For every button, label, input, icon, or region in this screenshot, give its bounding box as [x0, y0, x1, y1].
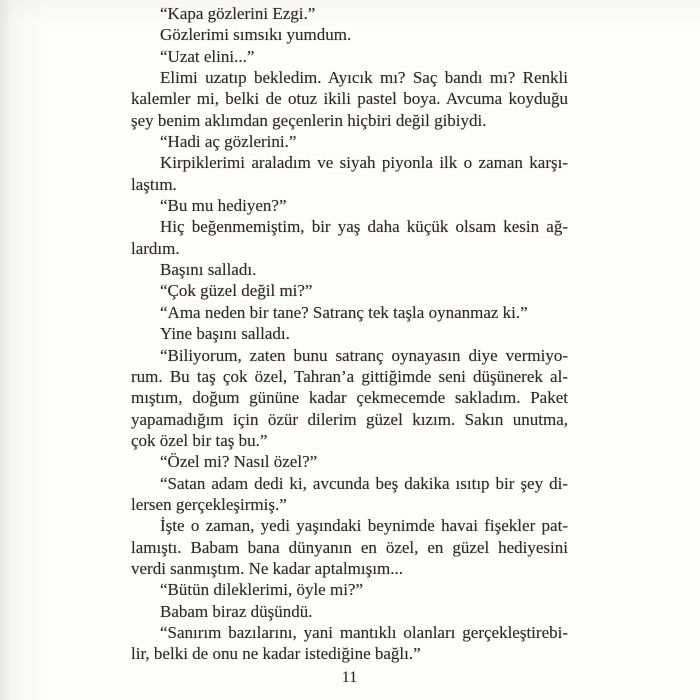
text-line: laştım.: [131, 174, 177, 194]
text-line: “Kapa gözlerini Ezgi.”: [160, 4, 316, 23]
text-line: Kirpiklerimi araladım ve siyah piyonla ilk o zaman karşı-: [160, 153, 568, 173]
text-line: lersen gerçekleşirmiş.”: [131, 494, 287, 514]
text-line: “Bu mu hediyen?”: [160, 196, 287, 216]
text-line: Babam biraz düşündü.: [160, 601, 313, 621]
text-line: yapamadığım için özür dilerim güzel kızım. Sakın unutma,: [131, 409, 568, 429]
text-line: Hiç beğenmemiştim, bir yaş daha küçük olsam kesin ağ-: [160, 217, 568, 237]
text-line: “Çok güzel değil mi?”: [160, 281, 313, 301]
text-line: “Satan adam dedi ki, avcunda beş dakika ısıtıp bir şey di-: [160, 473, 568, 493]
text-line: lamıştı. Babam bana dünyanın en özel, en güzel hediyesini: [131, 537, 568, 557]
text-line: İşte o zaman, yedi yaşındaki beynimde havai fişekler pat-: [160, 516, 568, 536]
page-text-block: [131, 3, 568, 665]
text-line: lardım.: [131, 238, 180, 258]
text-line: “Hadi aç gözlerini.”: [160, 132, 297, 152]
text-line: lir, belki de onu ne kadar istediğine bağlı.”: [131, 644, 421, 664]
text-line: “Biliyorum, zaten bunu satranç oynayasın diye vermiyo-: [160, 345, 568, 365]
text-line: Gözlerimi sımsıkı yumdum.: [160, 25, 352, 45]
text-line: rum. Bu taş çok özel, Tahran’a gittiğimde seni düşünerek al-: [131, 366, 568, 386]
text-line: şey benim aklımdan geçenlerin hiçbiri değil gibiydi.: [131, 110, 487, 130]
text-line: verdi sanmıştım. Ne kadar aptalmışım...: [131, 558, 403, 578]
text-line: kalemler mi, belki de otuz ikili pastel boya. Avcuma koyduğu: [131, 89, 568, 109]
text-line: mıştım, doğum gününe kadar çekmecemde sakladım. Paket: [131, 388, 568, 408]
text-line: Elimi uzatıp bekledim. Ayıcık mı? Saç bandı mı? Renkli: [160, 68, 568, 88]
page-number: 11: [341, 669, 358, 686]
text-line: çok özel bir taş bu.”: [131, 430, 268, 450]
text-line: “Bütün dileklerimi, öyle mi?”: [160, 580, 364, 600]
text-line: “Ama neden bir tane? Satranç tek taşla oynanmaz ki.”: [160, 302, 528, 322]
text-line: “Özel mi? Nasıl özel?”: [160, 452, 318, 472]
text-line: Yine başını salladı.: [160, 324, 290, 344]
text-line: Başını salladı.: [160, 260, 257, 280]
text-line: “Uzat elini...”: [160, 46, 255, 66]
text-line: “Sanırım bazılarını, yani mantıklı olanları gerçekleştirebi-: [160, 622, 568, 642]
